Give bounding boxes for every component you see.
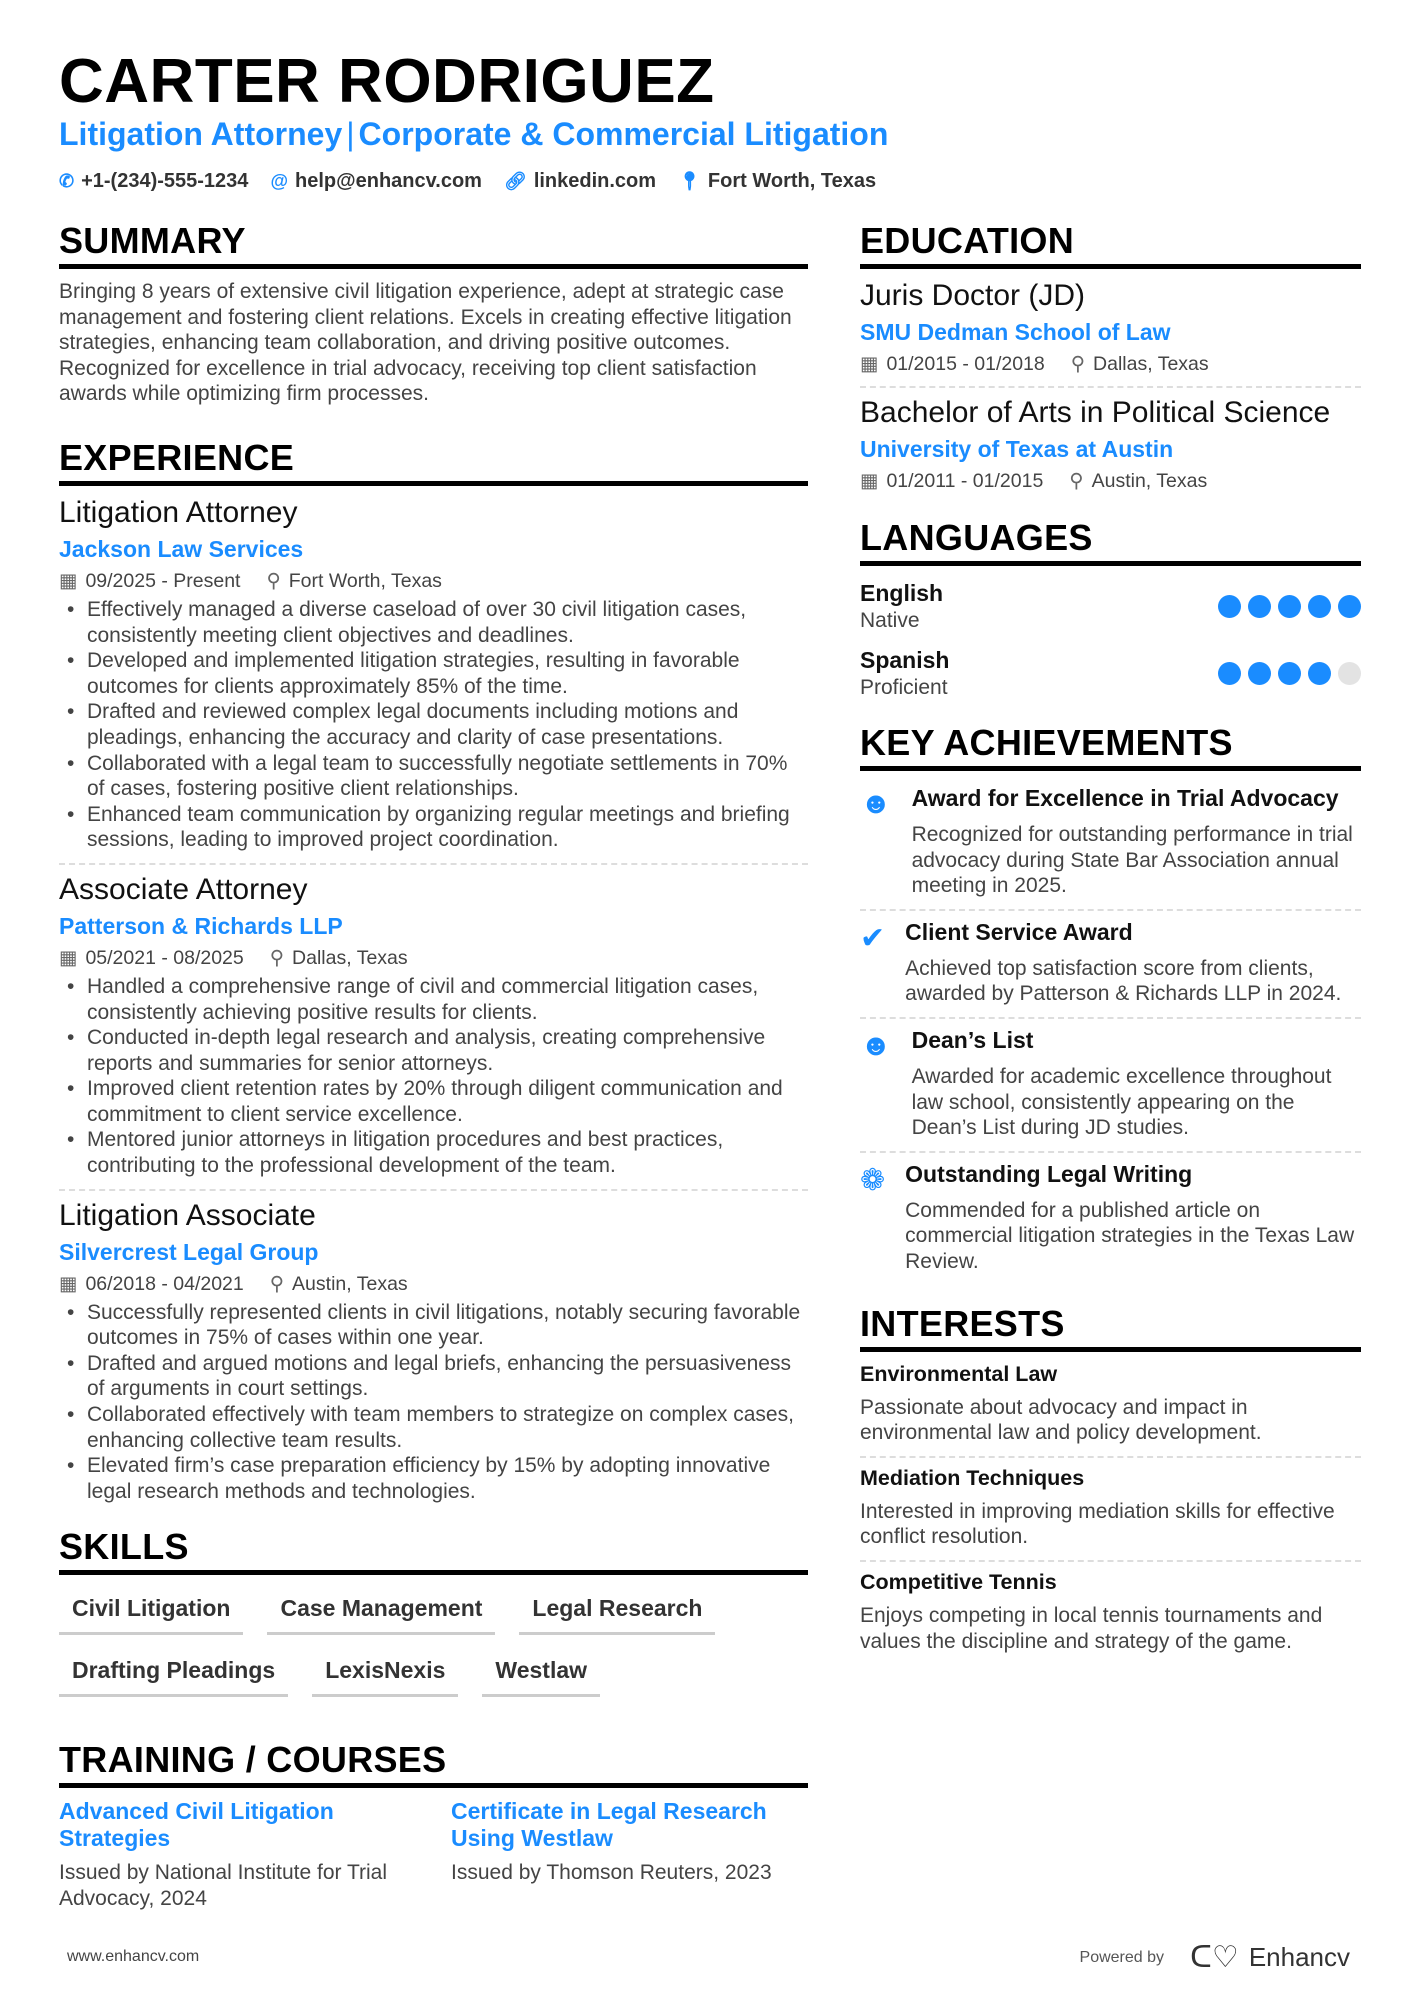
experience-list <box>59 496 808 1504</box>
interest-desc: Interested in improving mediation skills for effective conflict resolution. <box>860 1499 1335 1549</box>
interest-desc: Passionate about advocacy and impact in environmental law and policy development. <box>860 1395 1262 1445</box>
interest-title: Competitive Tennis <box>860 1569 1057 1594</box>
location-text: Fort Worth, Texas <box>707 170 877 192</box>
calendar-icon: ▦ <box>860 470 879 492</box>
headline <box>59 116 888 153</box>
dates-text: 01/2015 - 01/2018 <box>886 353 1045 375</box>
calendar-icon: ▦ <box>59 569 78 592</box>
interests-list <box>860 1362 1361 1655</box>
meta-row <box>59 1272 808 1296</box>
degree: Bachelor of Arts in Political Science <box>860 396 1331 429</box>
bullet-item: • Effectively managed a diverse caseload of over 30 civil litigation cases, consistently meeting client objectives and deadlines. <box>59 597 808 648</box>
achievement-text <box>905 919 1361 1007</box>
divider <box>860 1456 1361 1458</box>
rating-dot <box>1278 662 1301 685</box>
calendar-icon: ▦ <box>860 353 879 375</box>
language-name: English <box>860 580 944 606</box>
location-icon: ⚲ <box>269 1272 285 1295</box>
job-title: Litigation Attorney <box>59 495 298 529</box>
link-icon: 🔗︎ <box>503 171 527 191</box>
bullet-item: • Successfully represented clients in civil litigations, notably securing favorable outcomes in 75% of cases within one year. <box>59 1300 808 1351</box>
divider <box>860 909 1361 911</box>
rating-dot <box>1338 662 1361 685</box>
company-name: Silvercrest Legal Group <box>59 1238 319 1265</box>
education-entry <box>860 279 1361 388</box>
bullet-item: • Developed and implemented litigation strategies, resulting in favorable outcomes for clients approximately 85% of the time. <box>59 648 808 699</box>
location-icon: 📍︎ <box>678 171 701 191</box>
dates-text: 05/2021 - 08/2025 <box>85 946 244 969</box>
language-text <box>860 647 949 700</box>
achievements-heading: KEY ACHIEVEMENTS <box>860 722 1361 771</box>
contact-phone[interactable] <box>59 170 248 193</box>
rating-dot <box>1308 662 1331 685</box>
interest-item <box>860 1570 1361 1654</box>
company-name: Jackson Law Services <box>59 535 304 562</box>
rating-dot <box>1338 595 1361 618</box>
headline-title: Litigation Attorney <box>59 116 343 152</box>
meta-row <box>59 946 808 970</box>
achievement-title: Client Service Award <box>905 918 1133 945</box>
achievement-desc: Awarded for academic excellence throughout law school, consistently appearing on the Dean’s List during JD studies. <box>911 1064 1332 1140</box>
location <box>266 569 441 593</box>
job-entry <box>59 873 808 1191</box>
divider <box>860 1151 1361 1153</box>
training-heading: TRAINING / COURSES <box>59 1739 808 1788</box>
calendar-icon: ▦ <box>59 946 78 969</box>
language-level: Proficient <box>860 676 948 699</box>
linkedin-text: linkedin.com <box>533 170 657 192</box>
dates-text: 09/2025 - Present <box>85 569 241 592</box>
location-text: Fort Worth, Texas <box>288 569 442 592</box>
divider <box>59 863 808 865</box>
education-entry <box>860 396 1361 493</box>
powered-by-label: Powered by <box>1079 1948 1165 1966</box>
skill-tag: Legal Research <box>519 1595 715 1635</box>
contact-info <box>59 170 876 193</box>
bullet-item: • Drafted and argued motions and legal briefs, enhancing the persuasiveness of arguments in court settings. <box>59 1351 808 1402</box>
rating-dot <box>1308 595 1331 618</box>
summary-text: Bringing 8 years of extensive civil litigation experience, adept at strategic case management and fostering client relations. Excels in creating effective litigation strategies, enhancing team collaboration, and driving positive outcomes. Recognized for excellence in trial advocacy, receiving top client satisfaction awards while optimizing firm processes. <box>59 280 792 406</box>
course-issuer: Issued by National Institute for Trial Advocacy, 2024 <box>59 1861 387 1910</box>
language-text <box>860 580 943 633</box>
course-issuer: Issued by Thomson Reuters, 2023 <box>451 1861 772 1885</box>
at-icon: @ <box>270 171 288 191</box>
location <box>270 1272 408 1296</box>
achievement-text <box>905 1161 1361 1275</box>
achievement-item <box>860 1161 1361 1275</box>
skills-list <box>59 1595 808 1697</box>
location <box>1069 469 1207 493</box>
interest-item <box>860 1362 1361 1446</box>
achievement-desc: Recognized for outstanding performance in trial advocacy during State Bar Association annual meeting in 2025. <box>911 823 1353 898</box>
rating-dot <box>1278 595 1301 618</box>
meta-row <box>59 569 808 593</box>
bullet-item: • Enhanced team communication by organizing regular meetings and briefing sessions, leading to improved project coordination. <box>59 802 808 853</box>
bullet-item: • Improved client retention rates by 20% through diligent communication and commitment to client service excellence. <box>59 1076 808 1127</box>
proficiency-rating <box>1218 595 1361 618</box>
footer-website[interactable]: www.enhancv.com <box>67 1948 200 1965</box>
bullet-item: • Drafted and reviewed complex legal documents including motions and pleadings, enhancing the accuracy and clarity of case presentations. <box>59 699 808 750</box>
achievement-title: Outstanding Legal Writing <box>905 1160 1193 1187</box>
bullet-item: • Elevated firm’s case preparation efficiency by 15% by adopting innovative legal research methods and technologies. <box>59 1453 808 1504</box>
location-icon: ⚲ <box>269 946 285 969</box>
headline-separator: | <box>346 116 355 152</box>
divider <box>860 386 1361 388</box>
contact-location <box>678 170 876 193</box>
school-name: SMU Dedman School of Law <box>860 319 1171 345</box>
courses-list <box>59 1798 808 1911</box>
location-text: Dallas, Texas <box>292 946 408 969</box>
language-name: Spanish <box>860 647 950 673</box>
rating-dot <box>1218 595 1241 618</box>
divider <box>59 1189 808 1191</box>
course-title: Advanced Civil Litigation Strategies <box>59 1798 334 1852</box>
bullet-item: • Handled a comprehensive range of civil and commercial litigation cases, consistently achieving positive results for clients. <box>59 974 808 1025</box>
achievement-text <box>912 1027 1361 1141</box>
achievement-item <box>860 785 1361 899</box>
divider <box>860 1560 1361 1562</box>
contact-email[interactable] <box>270 170 482 193</box>
interests-heading: INTERESTS <box>860 1303 1361 1352</box>
left-column <box>59 220 808 1912</box>
skill-tag: Drafting Pleadings <box>59 1657 288 1697</box>
enhancv-brand: Enhancv <box>1248 1942 1350 1972</box>
course-item <box>59 1798 413 1911</box>
rating-dot <box>1248 595 1271 618</box>
skill-tag: Case Management <box>267 1595 495 1635</box>
candidate-name: CARTER RODRIGUEZ <box>59 47 715 116</box>
achievement-item <box>860 919 1361 1007</box>
achievement-desc: Achieved top satisfaction score from clients, awarded by Patterson & Richards LLP in 2024. <box>905 956 1342 1006</box>
school-name: University of Texas at Austin <box>860 436 1174 462</box>
location-text: Austin, Texas <box>292 1272 408 1295</box>
location-text: Dallas, Texas <box>1093 353 1209 375</box>
dates-text: 06/2018 - 04/2021 <box>85 1272 244 1295</box>
languages-heading: LANGUAGES <box>860 517 1361 566</box>
medal-icon: ❁ <box>860 1163 886 1197</box>
skills-heading: SKILLS <box>59 1526 808 1575</box>
interest-item <box>860 1466 1361 1550</box>
skill-tag: LexisNexis <box>312 1657 458 1697</box>
achievements-list <box>860 785 1361 1275</box>
brain-head-icon: ☻ <box>860 1028 892 1062</box>
location-icon: ⚲ <box>1070 353 1086 375</box>
interest-desc: Enjoys competing in local tennis tournaments and values the discipline and strategy of the game. <box>860 1603 1323 1653</box>
location <box>1071 352 1209 376</box>
skill-tag: Civil Litigation <box>59 1595 243 1635</box>
achievement-text <box>912 785 1361 899</box>
phone-text: +1-(234)-555-1234 <box>81 170 249 192</box>
enhancv-logo <box>1190 1940 1350 1975</box>
contact-linkedin[interactable] <box>504 170 656 193</box>
education-list <box>860 279 1361 493</box>
phone-icon: ✆ <box>59 171 75 191</box>
job-bullets <box>59 597 808 853</box>
dates <box>860 352 1045 376</box>
course-item <box>451 1798 805 1911</box>
meta-row <box>860 352 1361 376</box>
right-column <box>860 220 1361 1654</box>
achievement-desc: Commended for a published article on commercial litigation strategies in the Texas Law Review. <box>905 1198 1355 1273</box>
dates <box>860 469 1043 493</box>
bullet-item: • Conducted in-depth legal research and analysis, creating comprehensive reports and summaries for senior attorneys. <box>59 1025 808 1076</box>
proficiency-rating <box>1218 662 1361 685</box>
brain-head-icon: ☻ <box>860 787 892 820</box>
rating-dot <box>1218 662 1241 685</box>
dates <box>59 569 240 593</box>
location-icon: ⚲ <box>1069 470 1084 492</box>
bullet-item: • Collaborated effectively with team members to strategize on complex cases, enhancing collective team results. <box>59 1402 808 1453</box>
languages-list <box>860 580 1361 700</box>
degree: Juris Doctor (JD) <box>860 279 1086 312</box>
job-title: Associate Attorney <box>59 872 308 906</box>
dates-text: 01/2011 - 01/2015 <box>886 470 1044 492</box>
achievement-title: Award for Excellence in Trial Advocacy <box>911 785 1339 811</box>
interest-title: Environmental Law <box>860 1361 1058 1386</box>
job-entry <box>59 1199 808 1505</box>
achievement-title: Dean’s List <box>911 1026 1034 1053</box>
location-text: Austin, Texas <box>1091 470 1208 492</box>
job-bullets <box>59 1300 808 1505</box>
job-entry <box>59 496 808 865</box>
bullet-item: • Mentored junior attorneys in litigation procedures and best practices, contributing to the professional development of the team. <box>59 1127 808 1178</box>
calendar-icon: ▦ <box>59 1272 78 1295</box>
language-level: Native <box>860 609 920 632</box>
achievement-item <box>860 1027 1361 1141</box>
language-item <box>860 647 1361 700</box>
enhancv-logo-icon: ᑕ♡ <box>1190 1941 1239 1974</box>
divider <box>860 1017 1361 1019</box>
location <box>270 946 408 970</box>
education-heading: EDUCATION <box>860 220 1361 269</box>
dates <box>59 946 244 970</box>
course-title: Certificate in Legal Research Using Westlaw <box>451 1798 767 1852</box>
experience-heading: EXPERIENCE <box>59 437 808 486</box>
company-name: Patterson & Richards LLP <box>59 912 343 939</box>
job-bullets <box>59 974 808 1179</box>
job-title: Litigation Associate <box>59 1198 316 1232</box>
bullet-item: • Collaborated with a legal team to successfully negotiate settlements in 70% of cases, fostering positive client relationships. <box>59 751 808 802</box>
interest-title: Mediation Techniques <box>860 1465 1085 1490</box>
footer-powered-by <box>1080 1940 1350 1975</box>
location-icon: ⚲ <box>266 569 281 592</box>
language-item <box>860 580 1361 633</box>
summary-heading: SUMMARY <box>59 220 808 269</box>
meta-row <box>860 469 1361 493</box>
dates <box>59 1272 244 1296</box>
email-text: help@enhancv.com <box>295 170 482 192</box>
headline-specialty: Corporate & Commercial Litigation <box>358 116 889 152</box>
checkmark-icon: ✔ <box>860 921 886 955</box>
skill-tag: Westlaw <box>482 1657 600 1697</box>
rating-dot <box>1248 662 1271 685</box>
